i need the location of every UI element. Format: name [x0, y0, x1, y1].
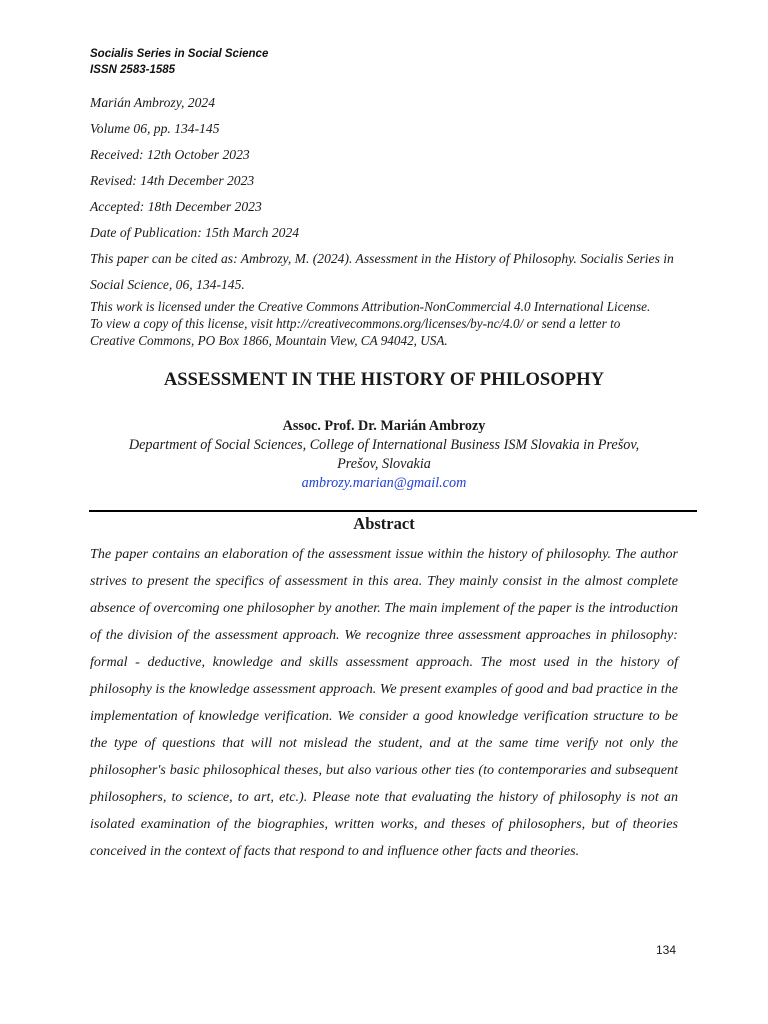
license-text	[90, 298, 690, 349]
author-affiliation-1: Department of Social Sciences, College of International Business ISM Slovakia in Prešov,	[128, 437, 640, 453]
page-number: 134	[656, 943, 677, 957]
abstract-heading: Abstract	[353, 514, 415, 533]
citation-text: This paper can be cited as: Ambrozy, M. (2024). Assessment in the History of Philosophy. Socialis Series in Social Science, 06, 134-145.	[90, 251, 674, 292]
received-date: Received: 12th October 2023	[90, 147, 250, 162]
revised-date: Revised: 14th December 2023	[90, 173, 255, 188]
author-block	[0, 417, 768, 493]
section-divider	[89, 510, 697, 512]
license-line-1: This work is licensed under the Creative Commons Attribution-NonCommercial 4.0 International License.	[90, 299, 651, 314]
abstract-text: The paper contains an elaboration of the assessment issue within the history of philosophy. The author strives to present the specifics of assessment in this area. They mainly consist in the almost complete absence of overcoming one philosopher by another. The main implement of the paper is the introduction of the division of the assessment approach. We recognize three assessment approaches in philosophy: formal - deductive, knowledge and skills assessment approach. The most used in the history of philosophy is the knowledge assessment approach. We present examples of good and bad practice in the implementation of knowledge verification. We consider a good knowledge verification structure to be the type of questions that will not mislead the student, and at the same time verify not only the philosopher's basic philosophical theses, but also various other ties (to contemporaries and subsequent philosophers, to science, to art, etc.). Please note that evaluating the history of philosophy is not an isolated examination of the biographies, written works, and theses of philosophers, but of theories conceived in the context of facts that respond to and influence other facts and theories.	[90, 546, 678, 859]
journal-series: Socialis Series in Social Science	[90, 48, 269, 60]
author-name: Assoc. Prof. Dr. Marián Ambrozy	[282, 418, 486, 434]
accepted-date: Accepted: 18th December 2023	[90, 199, 262, 214]
author-affiliation-2: Prešov, Slovakia	[337, 456, 431, 472]
license-line-2: To view a copy of this license, visit http://creativecommons.org/licenses/by-nc/4.0/ or send a letter to	[90, 316, 621, 331]
publication-date: Date of Publication: 15th March 2024	[90, 225, 300, 240]
volume-pages: Volume 06, pp. 134-145	[90, 121, 220, 136]
license-line-3: Creative Commons, PO Box 1866, Mountain View, CA 94042, USA.	[90, 333, 448, 348]
article-metadata	[90, 93, 690, 349]
journal-header	[90, 46, 268, 78]
paper-title: ASSESSMENT IN THE HISTORY OF PHILOSOPHY	[163, 370, 605, 390]
author-email-link[interactable]: ambrozy.marian@gmail.com	[301, 475, 467, 491]
journal-issn: ISSN 2583-1585	[90, 64, 176, 76]
author-year: Marián Ambrozy, 2024	[90, 95, 215, 110]
